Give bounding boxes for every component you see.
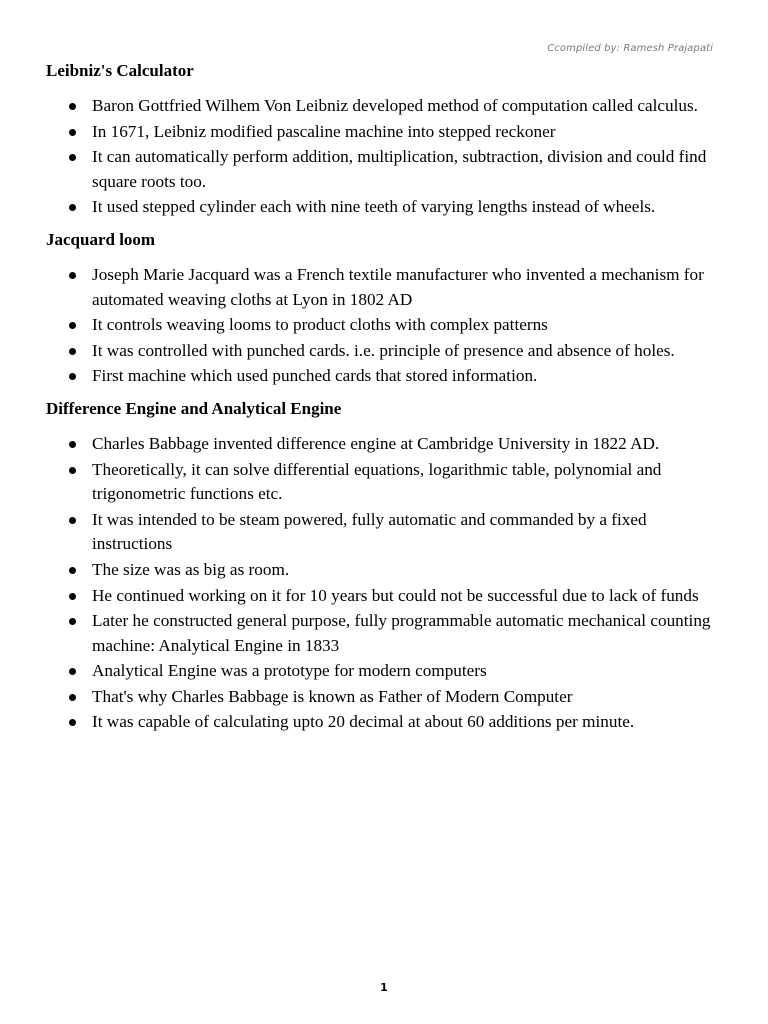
list-item-text: In 1671, Leibniz modified pascaline machine into stepped reckoner (92, 121, 556, 141)
bullet-icon (69, 618, 76, 625)
list-item (46, 609, 726, 658)
bullet-icon (69, 567, 76, 574)
section-leibniz-calculator (46, 59, 726, 220)
bullet-list (46, 263, 726, 389)
bullet-icon (69, 694, 76, 701)
list-item (46, 584, 726, 609)
list-item (46, 710, 726, 735)
list-item-text: Joseph Marie Jacquard was a French textile manufacturer who invented a mechanism for automated weaving cloths at Lyon in 1802 AD (92, 264, 704, 309)
list-item-text: Analytical Engine was a prototype for modern computers (92, 661, 487, 681)
list-item (46, 195, 726, 220)
list-item (46, 508, 726, 557)
list-item (46, 432, 726, 457)
list-item-text: That's why Charles Babbage is known as Father of Modern Computer (92, 686, 573, 706)
list-item-text: He continued working on it for 10 years but could not be successful due to lack of funds (92, 585, 699, 605)
list-item-text: It was capable of calculating upto 20 decimal at about 60 additions per minute. (92, 712, 635, 732)
bullet-icon (69, 373, 76, 380)
list-item-text: Charles Babbage invented difference engine at Cambridge University in 1822 AD. (92, 433, 660, 453)
bullet-icon (69, 348, 76, 355)
bullet-list (46, 432, 726, 735)
list-item-text: It was controlled with punched cards. i.e. principle of presence and absence of holes. (92, 340, 675, 360)
bullet-icon (69, 204, 76, 211)
section-jacquard-loom (46, 228, 726, 389)
page-number: 1 (380, 981, 388, 994)
list-item-text: Later he constructed general purpose, fully programmable automatic mechanical counting machine: Analytical Engine in 1833 (92, 611, 711, 655)
list-item-text: It used stepped cylinder each with nine teeth of varying lengths instead of wheels. (92, 197, 656, 217)
section-heading: Leibniz's Calculator (46, 61, 194, 80)
bullet-icon (69, 719, 76, 726)
list-item-text: First machine which used punched cards that stored information. (92, 366, 538, 386)
header-credit: Ccompiled by: Ramesh Prajapati (547, 43, 713, 54)
bullet-icon (69, 103, 76, 110)
bullet-icon (69, 593, 76, 600)
list-item (46, 120, 726, 145)
section-heading: Jacquard loom (46, 229, 156, 249)
list-item-text: It was intended to be steam powered, fully automatic and commanded by a fixed instructions (92, 509, 647, 554)
bullet-icon (69, 467, 76, 474)
list-item (46, 94, 726, 119)
bullet-icon (69, 154, 76, 161)
document-body (46, 59, 726, 743)
list-item (46, 145, 726, 194)
bullet-icon (69, 129, 76, 136)
section-heading: Difference Engine and Analytical Engine (46, 398, 342, 418)
list-item-text: The size was as big as room. (92, 559, 290, 579)
section-difference-analytical-engine (46, 397, 726, 735)
bullet-icon (69, 272, 76, 279)
bullet-icon (69, 441, 76, 448)
list-item (46, 339, 726, 364)
list-item (46, 458, 726, 507)
bullet-icon (69, 322, 76, 329)
list-item-text: It can automatically perform addition, multiplication, subtraction, division and could find square roots too. (92, 147, 707, 191)
list-item (46, 685, 726, 710)
list-item-text: It controls weaving looms to product cloths with complex patterns (92, 315, 548, 335)
list-item-text: Theoretically, it can solve differential equations, logarithmic table, polynomial and trigonometric functions etc. (92, 459, 662, 504)
list-item (46, 263, 726, 312)
bullet-icon (69, 517, 76, 524)
bullet-icon (69, 668, 76, 675)
list-item (46, 558, 726, 583)
list-item (46, 659, 726, 684)
list-item-text: Baron Gottfried Wilhem Von Leibniz developed method of computation called calculus. (92, 96, 698, 115)
list-item (46, 364, 726, 389)
bullet-list (46, 94, 726, 220)
list-item (46, 313, 726, 338)
